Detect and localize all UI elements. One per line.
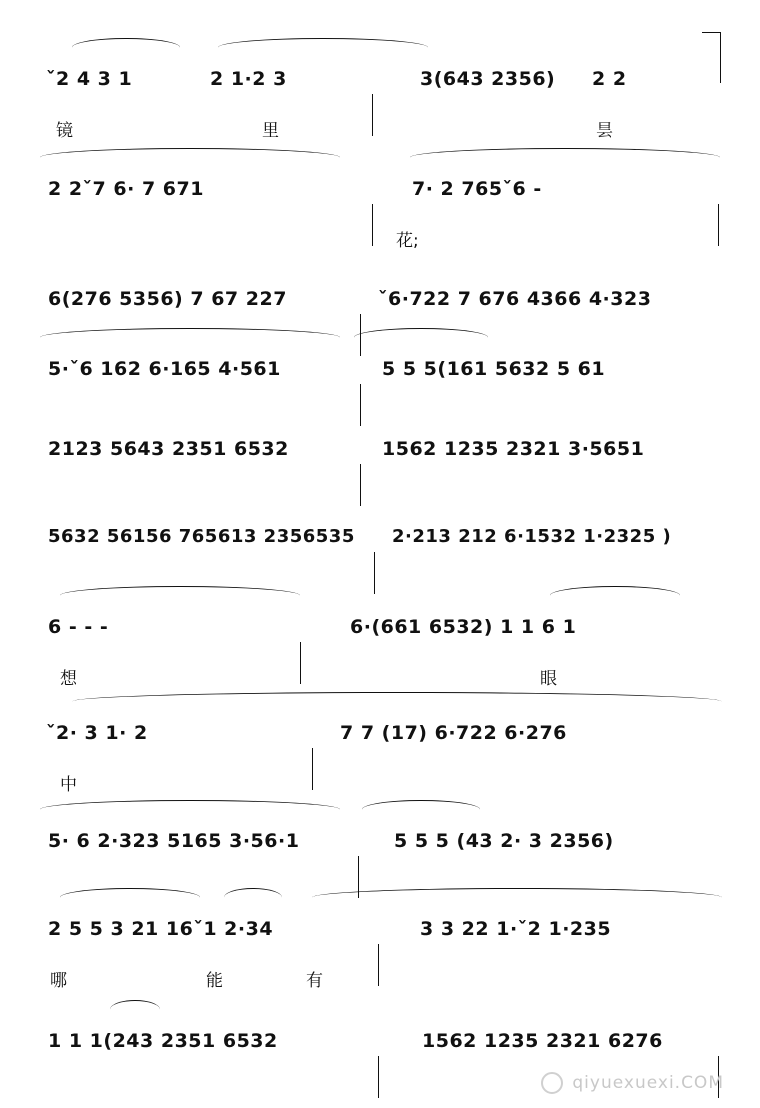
bar-line bbox=[372, 94, 373, 136]
slur bbox=[40, 800, 340, 819]
bar-line bbox=[300, 642, 301, 684]
notation-segment: 5632 56156 765613 2356535 bbox=[48, 526, 355, 547]
score-line-8 bbox=[0, 682, 760, 795]
notation-segment: 2 5 5 3 21 16ˇ1 2·34 bbox=[48, 918, 274, 940]
notation-segment: 2 1·2 3 bbox=[210, 68, 287, 90]
slur bbox=[72, 38, 180, 57]
slur bbox=[354, 328, 488, 347]
bar-line bbox=[718, 204, 719, 246]
slur bbox=[550, 586, 680, 605]
notation-segment: 5·ˇ6 162 6·165 4·561 bbox=[48, 358, 281, 380]
notation-segment: 7· 2 765ˇ6 - bbox=[412, 178, 542, 200]
notation-segment: ˇ2 4 3 1 bbox=[46, 68, 133, 90]
lyric: 镜 bbox=[56, 121, 73, 141]
score-line-7 bbox=[0, 576, 760, 689]
site-watermark bbox=[541, 1072, 724, 1094]
notation-segment: 2 2ˇ7 6· 7 671 bbox=[48, 178, 204, 200]
lyric: 里 bbox=[262, 121, 279, 141]
bar-line bbox=[378, 1056, 379, 1098]
notation-segment: 3 3 22 1·ˇ2 1·235 bbox=[420, 918, 612, 940]
watermark-text: qiyuexuexi.COM bbox=[572, 1073, 724, 1093]
lyric: 能 bbox=[206, 971, 223, 991]
bar-line bbox=[372, 204, 373, 246]
notation-segment: ˇ2· 3 1· 2 bbox=[46, 722, 148, 744]
slur bbox=[40, 328, 340, 347]
slur bbox=[72, 692, 722, 711]
notation-segment: 5 5 5 (43 2· 3 2356) bbox=[394, 830, 614, 852]
notation-segment: 1562 1235 2321 3·5651 bbox=[382, 438, 645, 460]
lyric: 有 bbox=[306, 971, 323, 991]
notation-segment: 5· 6 2·323 5165 3·56·1 bbox=[48, 830, 300, 852]
notation-segment: 2123 5643 2351 6532 bbox=[48, 438, 289, 460]
notation-segment: 2·213 212 6·1532 1·2325 ) bbox=[392, 526, 672, 547]
slur bbox=[40, 148, 340, 167]
notation-segment: 1 1 1(243 2351 6532 bbox=[48, 1030, 278, 1052]
notation-segment: 5 5 5(161 5632 5 61 bbox=[382, 358, 606, 380]
slur bbox=[60, 888, 200, 907]
lyric: 中 bbox=[60, 775, 77, 795]
lyric: 花; bbox=[396, 231, 419, 251]
notation-segment: 6·(661 6532) 1 1 6 1 bbox=[350, 616, 577, 638]
score-line-2 bbox=[0, 138, 760, 251]
slur bbox=[218, 38, 428, 57]
notation-segment: 6(276 5356) 7 67 227 bbox=[48, 288, 287, 310]
bar-line bbox=[312, 748, 313, 790]
slur bbox=[362, 800, 480, 819]
lyric: 想 bbox=[60, 669, 77, 689]
watermark-logo-icon bbox=[541, 1072, 563, 1094]
notation-segment: 3(643 2356) bbox=[420, 68, 556, 90]
notation-segment: 6 - - - bbox=[48, 616, 109, 638]
slur bbox=[312, 888, 722, 907]
slur bbox=[60, 586, 300, 605]
lyric: 眼 bbox=[540, 669, 557, 689]
slur bbox=[410, 148, 720, 167]
notation-segment: 7 7 (17) 6·722 6·276 bbox=[340, 722, 567, 744]
slur bbox=[224, 888, 282, 907]
lyric: 哪 bbox=[50, 971, 67, 991]
bar-line bbox=[378, 944, 379, 986]
lyric: 昙 bbox=[596, 121, 613, 141]
score-line-10 bbox=[0, 878, 760, 991]
notation-segment: 1562 1235 2321 6276 bbox=[422, 1030, 663, 1052]
notation-segment: ˇ6·722 7 676 4366 4·323 bbox=[378, 288, 652, 310]
notation-segment: 2 2 bbox=[592, 68, 627, 90]
slur bbox=[110, 1000, 160, 1019]
score-line-1 bbox=[0, 28, 760, 141]
